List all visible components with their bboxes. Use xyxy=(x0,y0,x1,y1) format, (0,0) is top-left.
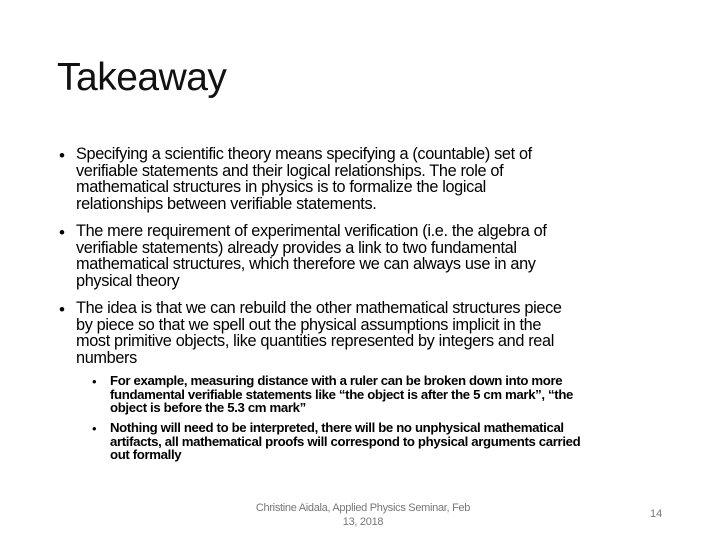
sub-bullet-line: artifacts, all mathematical proofs will correspond to physical arguments carried xyxy=(110,433,581,449)
bullet-line: The mere requirement of experimental verification (i.e. the algebra of xyxy=(76,222,547,240)
bullet-3 xyxy=(59,299,562,368)
sub-bullet-2 xyxy=(92,420,581,463)
sub-bullet-line: Nothing will need to be interpreted, there will be no unphysical mathematical xyxy=(110,420,564,435)
bullet-dot-icon: • xyxy=(59,223,65,242)
footer-line: 13, 2018 xyxy=(342,516,384,528)
bullet-dot-icon: • xyxy=(92,421,97,436)
bullet-line: numbers xyxy=(76,349,137,368)
bullet-line: mathematical structures in physics is to formalize the logical xyxy=(76,178,486,197)
page-number: 14 xyxy=(650,508,663,520)
footer-line: Christine Aidala, Applied Physics Seminar, Feb xyxy=(255,502,471,514)
bullet-line: mathematical structures, which therefore we can always use in any xyxy=(76,255,536,274)
bullet-line: physical theory xyxy=(76,272,180,291)
bullet-2 xyxy=(59,222,547,291)
bullet-dot-icon: • xyxy=(59,300,65,319)
bullet-line: The idea is that we can rebuild the other mathematical structures piece xyxy=(76,299,562,317)
bullet-line: by piece so that we spell out the physical assumptions implicit in the xyxy=(76,315,542,334)
slide-footer xyxy=(238,501,488,529)
sub-bullet-line: For example, measuring distance with a ruler can be broken down into more xyxy=(110,373,563,388)
bullet-line: Specifying a scientific theory means specifying a (countable) set of xyxy=(76,145,532,163)
bullet-dot-icon: • xyxy=(92,374,97,389)
bullet-1 xyxy=(59,145,532,214)
bullet-line: most primitive objects, like quantities represented by integers and real xyxy=(76,332,554,351)
sub-bullet-line: object is before the 5.3 cm mark” xyxy=(110,400,306,416)
bullet-dot-icon: • xyxy=(59,146,65,165)
bullet-line: verifiable statements) already provides a link to two fundamental xyxy=(76,238,517,257)
sub-bullet-line: out formally xyxy=(110,447,182,463)
bullet-line: verifiable statements and their logical relationships. The role of xyxy=(76,161,504,180)
slide-title: Takeaway xyxy=(57,56,227,99)
sub-bullet-line: fundamental verifiable statements like “the object is after the 5 cm mark”, “the xyxy=(110,386,574,402)
bullet-line: relationships between verifiable statements. xyxy=(76,195,377,214)
sub-bullet-1 xyxy=(92,373,574,416)
